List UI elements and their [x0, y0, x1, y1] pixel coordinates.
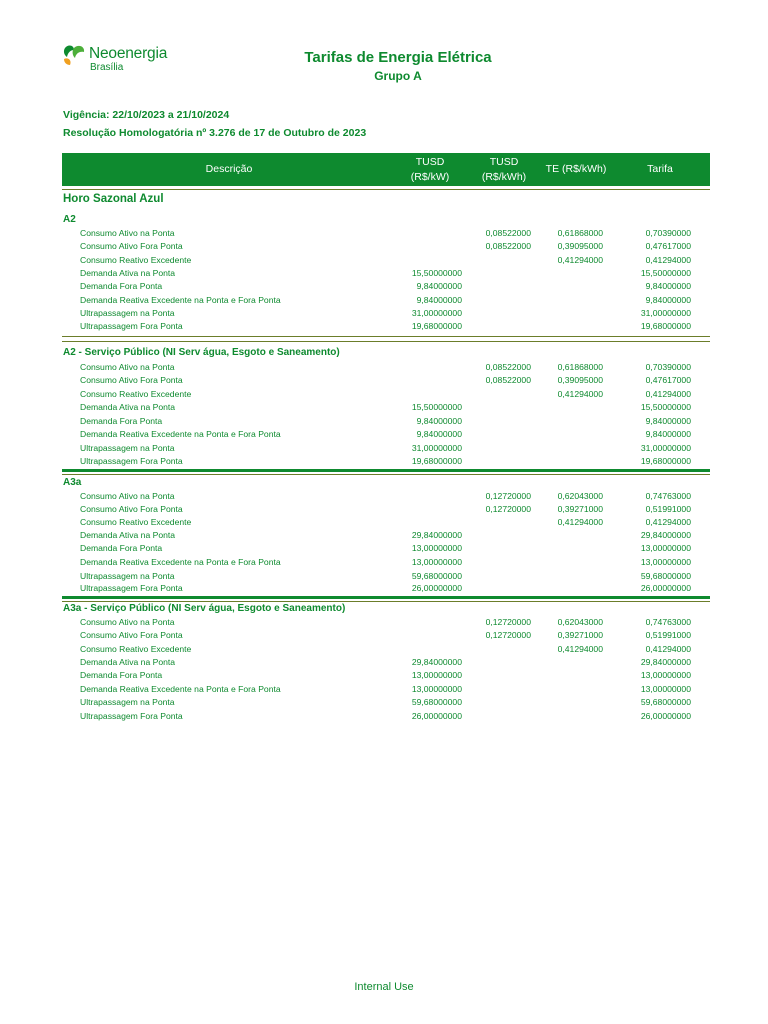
te-value: 0,61868000 — [557, 228, 603, 238]
tarifa-value: 9,84000000 — [645, 281, 691, 291]
table-row — [0, 389, 768, 402]
section-title: A3a - Serviço Público (NI Serv água, Esgoto e Saneamento) — [63, 603, 346, 614]
footer-label: Internal Use — [354, 981, 414, 993]
brand-name: Neoenergia — [89, 45, 168, 62]
section-divider — [62, 336, 710, 337]
col-te: TE (R$/kWh) — [545, 163, 607, 175]
tusd-kw-value: 9,84000000 — [416, 295, 462, 305]
section-divider — [62, 341, 710, 342]
row-description: Demanda Ativa na Ponta — [80, 402, 176, 412]
tarifa-value: 19,68000000 — [640, 456, 691, 466]
tarifa-value: 0,51991000 — [645, 630, 691, 640]
te-value: 0,62043000 — [557, 617, 603, 627]
row-description: Consumo Ativo Fora Ponta — [80, 241, 183, 251]
col-tarifa: Tarifa — [647, 163, 673, 175]
row-description: Consumo Reativo Excedente — [80, 255, 192, 265]
modalidade-title: Horo Sazonal Azul — [63, 193, 164, 205]
row-description: Demanda Fora Ponta — [80, 543, 163, 553]
table-row — [0, 504, 768, 517]
tarifa-value: 15,50000000 — [640, 402, 691, 412]
tusd-kw-value: 26,00000000 — [411, 711, 462, 721]
table-row — [0, 697, 768, 710]
row-description: Consumo Ativo na Ponta — [80, 228, 175, 238]
table-row — [0, 684, 768, 697]
col-descricao: Descrição — [205, 163, 253, 175]
section-divider — [62, 601, 710, 602]
section-title: A2 - Serviço Público (NI Serv água, Esgoto e Saneamento) — [63, 347, 340, 358]
tusd-kw-value: 26,00000000 — [411, 583, 462, 593]
tusd-kwh-value: 0,08522000 — [485, 241, 531, 251]
tusd-kwh-value: 0,12720000 — [485, 617, 531, 627]
table-row — [0, 530, 768, 543]
col-tusd-kwh-line2: (R$/kWh) — [481, 170, 527, 183]
tusd-kw-value: 31,00000000 — [411, 308, 462, 318]
section-divider — [62, 469, 710, 472]
tarifa-value: 13,00000000 — [640, 684, 691, 694]
row-description: Demanda Reativa Excedente na Ponta e Fora Ponta — [80, 429, 281, 439]
table-row — [0, 268, 768, 281]
section-divider — [62, 474, 710, 475]
row-description: Ultrapassagem na Ponta — [80, 443, 175, 453]
tusd-kw-value: 13,00000000 — [411, 543, 462, 553]
tusd-kw-value: 15,50000000 — [411, 402, 462, 412]
row-description: Demanda Fora Ponta — [80, 416, 163, 426]
table-row — [0, 228, 768, 241]
tusd-kw-value: 59,68000000 — [411, 571, 462, 581]
section-title: A3a — [63, 477, 82, 488]
tusd-kw-value: 15,50000000 — [411, 268, 462, 278]
row-description: Consumo Reativo Excedente — [80, 389, 192, 399]
tarifa-value: 0,74763000 — [645, 617, 691, 627]
tusd-kwh-value: 0,12720000 — [485, 630, 531, 640]
tusd-kw-value: 59,68000000 — [411, 697, 462, 707]
table-row — [0, 630, 768, 643]
header-rule — [62, 189, 710, 190]
tusd-kw-value: 13,00000000 — [411, 670, 462, 680]
table-row — [0, 295, 768, 308]
table-row — [0, 375, 768, 388]
tusd-kwh-value: 0,12720000 — [485, 504, 531, 514]
tusd-kw-value: 31,00000000 — [411, 443, 462, 453]
row-description: Ultrapassagem na Ponta — [80, 697, 175, 707]
table-row — [0, 711, 768, 724]
te-value: 0,41294000 — [557, 389, 603, 399]
te-value: 0,41294000 — [557, 644, 603, 654]
table-row — [0, 456, 768, 469]
tarifa-value: 9,84000000 — [645, 416, 691, 426]
page-title: Tarifas de Energia Elétrica — [304, 49, 492, 66]
tusd-kw-value: 19,68000000 — [411, 321, 462, 331]
col-tusd-kwh-line1: TUSD — [489, 155, 519, 168]
row-description: Consumo Ativo na Ponta — [80, 362, 175, 372]
row-description: Consumo Ativo Fora Ponta — [80, 375, 183, 385]
col-tusd-kw — [392, 153, 468, 186]
table-row — [0, 308, 768, 321]
te-value: 0,62043000 — [557, 491, 603, 501]
col-tusd-kwh — [466, 153, 542, 186]
tarifa-value: 31,00000000 — [640, 308, 691, 318]
te-value: 0,39271000 — [557, 504, 603, 514]
tarifa-value: 0,41294000 — [645, 255, 691, 265]
table-row — [0, 443, 768, 456]
table-row — [0, 402, 768, 415]
row-description: Consumo Reativo Excedente — [80, 517, 192, 527]
tarifa-value: 0,70390000 — [645, 228, 691, 238]
row-description: Demanda Fora Ponta — [80, 281, 163, 291]
tarifa-value: 29,84000000 — [640, 657, 691, 667]
tusd-kw-value: 29,84000000 — [411, 657, 462, 667]
tarifa-value: 29,84000000 — [640, 530, 691, 540]
row-description: Ultrapassagem Fora Ponta — [80, 583, 183, 593]
tusd-kw-value: 13,00000000 — [411, 684, 462, 694]
row-description: Demanda Reativa Excedente na Ponta e Fora Ponta — [80, 557, 281, 567]
table-row — [0, 517, 768, 530]
te-value: 0,39271000 — [557, 630, 603, 640]
tarifa-value: 0,47617000 — [645, 375, 691, 385]
row-description: Ultrapassagem Fora Ponta — [80, 321, 183, 331]
tusd-kw-value: 13,00000000 — [411, 557, 462, 567]
table-row — [0, 583, 768, 596]
row-description: Ultrapassagem na Ponta — [80, 571, 175, 581]
table-row — [0, 362, 768, 375]
row-description: Consumo Ativo na Ponta — [80, 491, 175, 501]
vigencia-text: Vigência: 22/10/2023 a 21/10/2024 — [63, 109, 230, 121]
row-description: Demanda Reativa Excedente na Ponta e Fora Ponta — [80, 684, 281, 694]
te-value: 0,39095000 — [557, 241, 603, 251]
resolucao-text: Resolução Homologatória nº 3.276 de 17 de Outubro de 2023 — [63, 127, 367, 139]
tusd-kw-value: 9,84000000 — [416, 281, 462, 291]
brand-subtitle: Brasília — [90, 62, 124, 73]
tarifa-value: 19,68000000 — [640, 321, 691, 331]
tarifa-value: 0,70390000 — [645, 362, 691, 372]
tarifa-value: 13,00000000 — [640, 670, 691, 680]
tusd-kw-value: 29,84000000 — [411, 530, 462, 540]
tarifa-value: 0,41294000 — [645, 517, 691, 527]
row-description: Demanda Ativa na Ponta — [80, 657, 176, 667]
tarifa-value: 59,68000000 — [640, 697, 691, 707]
table-row — [0, 429, 768, 442]
row-description: Consumo Reativo Excedente — [80, 644, 192, 654]
table-row — [0, 241, 768, 254]
table-header — [62, 153, 710, 186]
page-subtitle: Grupo A — [374, 69, 422, 83]
table-row — [0, 657, 768, 670]
tarifa-value: 26,00000000 — [640, 583, 691, 593]
table-row — [0, 543, 768, 556]
tusd-kw-value: 19,68000000 — [411, 456, 462, 466]
table-row — [0, 491, 768, 504]
row-description: Ultrapassagem Fora Ponta — [80, 456, 183, 466]
col-tusd-kw-line1: TUSD — [415, 155, 445, 168]
tarifa-value: 0,47617000 — [645, 241, 691, 251]
tusd-kw-value: 9,84000000 — [416, 429, 462, 439]
tarifa-value: 0,41294000 — [645, 389, 691, 399]
table-row — [0, 557, 768, 570]
table-row — [0, 416, 768, 429]
section-divider — [62, 596, 710, 599]
tusd-kwh-value: 0,08522000 — [485, 375, 531, 385]
te-value: 0,41294000 — [557, 255, 603, 265]
te-value: 0,39095000 — [557, 375, 603, 385]
tarifa-value: 13,00000000 — [640, 557, 691, 567]
table-row — [0, 617, 768, 630]
row-description: Demanda Fora Ponta — [80, 670, 163, 680]
tarifa-value: 9,84000000 — [645, 295, 691, 305]
row-description: Consumo Ativo Fora Ponta — [80, 630, 183, 640]
row-description: Ultrapassagem Fora Ponta — [80, 711, 183, 721]
row-description: Consumo Ativo na Ponta — [80, 617, 175, 627]
tusd-kwh-value: 0,08522000 — [485, 228, 531, 238]
tarifa-value: 31,00000000 — [640, 443, 691, 453]
tarifa-value: 59,68000000 — [640, 571, 691, 581]
table-row — [0, 321, 768, 334]
row-description: Ultrapassagem na Ponta — [80, 308, 175, 318]
tusd-kw-value: 9,84000000 — [416, 416, 462, 426]
tusd-kwh-value: 0,08522000 — [485, 362, 531, 372]
tarifa-value: 0,51991000 — [645, 504, 691, 514]
te-value: 0,61868000 — [557, 362, 603, 372]
tarifa-value: 15,50000000 — [640, 268, 691, 278]
table-row — [0, 644, 768, 657]
table-row — [0, 255, 768, 268]
row-description: Consumo Ativo Fora Ponta — [80, 504, 183, 514]
tusd-kwh-value: 0,12720000 — [485, 491, 531, 501]
tarifa-value: 0,41294000 — [645, 644, 691, 654]
table-row — [0, 670, 768, 683]
tarifa-value: 0,74763000 — [645, 491, 691, 501]
row-description: Demanda Ativa na Ponta — [80, 530, 176, 540]
col-tusd-kw-line2: (R$/kW) — [410, 170, 450, 183]
tarifa-value: 13,00000000 — [640, 543, 691, 553]
row-description: Demanda Ativa na Ponta — [80, 268, 176, 278]
row-description: Demanda Reativa Excedente na Ponta e Fora Ponta — [80, 295, 281, 305]
section-title: A2 — [63, 214, 76, 225]
tarifa-value: 9,84000000 — [645, 429, 691, 439]
tarifa-value: 26,00000000 — [640, 711, 691, 721]
te-value: 0,41294000 — [557, 517, 603, 527]
table-row — [0, 281, 768, 294]
